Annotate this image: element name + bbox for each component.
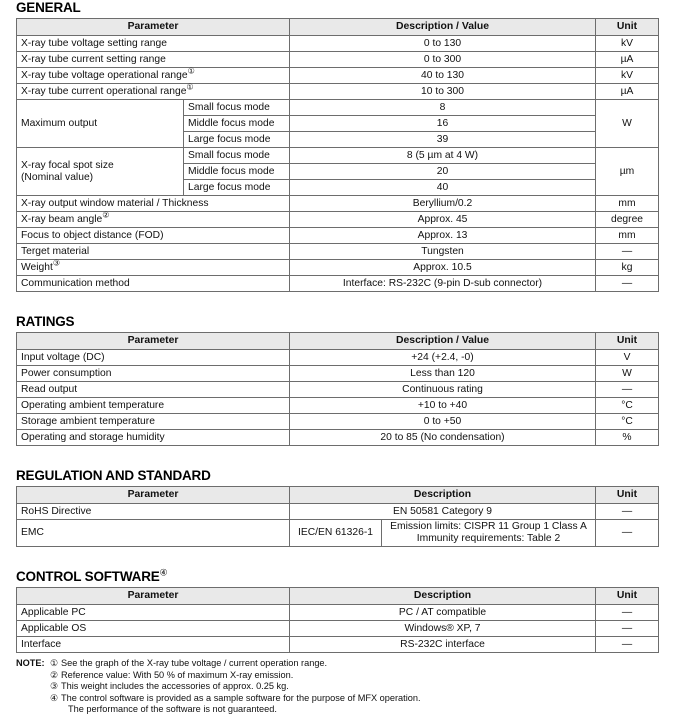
cell-parameter [17,68,290,84]
table-header-row [17,487,659,504]
table-row [17,52,659,68]
cell-value: 20 to 85 (No condensation) [290,430,596,446]
cell-value: Continuous rating [290,382,596,398]
parameter-label: X-ray beam angle [21,213,103,225]
table-row [17,68,659,84]
cell-parameter: Power consumption [17,366,290,382]
table-row [17,366,659,382]
table-row [17,520,659,547]
table-header-row [17,333,659,350]
ratings-table [16,332,659,446]
table-row [17,36,659,52]
cell-value: Approx. 13 [290,228,596,244]
cell-unit: degree [596,212,659,228]
cell-submode: Small focus mode [184,148,290,164]
note-item [16,658,680,670]
cell-value-line1: Emission limits: CISPR 11 Group 1 Class A [390,521,587,532]
cell-value [382,520,596,547]
cell-parameter: Operating and storage humidity [17,430,290,446]
cell-unit: V [596,350,659,366]
footnote-marker: ③ [52,258,61,268]
cell-value: 0 to +50 [290,414,596,430]
table-row [17,276,659,292]
cell-value-line2: Immunity requirements: Table 2 [416,533,561,544]
footnote-marker: ① [186,82,194,92]
table-row [17,228,659,244]
parameter-label: Terget material [21,245,90,257]
cell-value: PC / AT compatible [290,605,596,621]
cell-value: 40 to 130 [290,68,596,84]
cell-unit: W [596,100,659,148]
col-header-description: Description / Value [290,19,596,36]
footnote-marker: ④ [159,567,168,578]
parameter-label: Weight [21,261,53,273]
section-title-general [16,0,680,15]
table-row [17,212,659,228]
parameter-label: Focus to object distance (FOD) [21,229,164,241]
cell-value: RS-232C interface [290,637,596,653]
note-text: See the graph of the X-ray tube voltage / current operation range. [61,658,328,668]
cell-unit: — [596,382,659,398]
parameter-label-line2: (Nominal value) [21,171,94,183]
cell-unit: °C [596,398,659,414]
table-row [17,260,659,276]
cell-value: 8 (5 µm at 4 W) [290,148,596,164]
note-item [16,670,680,682]
section-title-ratings [16,314,680,329]
cell-value: Approx. 10.5 [290,260,596,276]
table-row [17,621,659,637]
table-header-row [17,588,659,605]
cell-submode: Small focus mode [184,100,290,116]
cell-standard: IEC/EN 61326-1 [290,520,382,547]
cell-parameter: EMC [17,520,290,547]
cell-value: EN 50581 Category 9 [290,504,596,520]
cell-parameter: Storage ambient temperature [17,414,290,430]
table-row [17,430,659,446]
cell-parameter [17,84,290,100]
table-row [17,637,659,653]
cell-value: 10 to 300 [290,84,596,100]
cell-parameter [17,228,290,244]
note-item [16,693,680,705]
notes-block [16,658,680,716]
cell-unit: kg [596,260,659,276]
section-title-general-text: GENERAL [16,0,81,15]
cell-unit: — [596,605,659,621]
cell-parameter [17,36,290,52]
regulation-table [16,486,659,547]
table-row [17,504,659,520]
cell-unit: kV [596,68,659,84]
section-spacer [0,547,680,569]
cell-unit: µm [596,148,659,196]
cell-parameter: Interface [17,637,290,653]
note-text: The control software is provided as a sample software for the purpose of MFX operation. [61,692,421,703]
cell-value: Interface: RS-232C (9-pin D-sub connector) [290,276,596,292]
cell-parameter: RoHS Directive [17,504,290,520]
cell-value: 8 [290,100,596,116]
col-header-description: Description [290,588,596,605]
cell-unit: — [596,244,659,260]
cell-unit: — [596,637,659,653]
note-item [16,681,680,693]
cell-unit: — [596,504,659,520]
table-row [17,244,659,260]
col-header-unit: Unit [596,19,659,36]
cell-parameter [17,212,290,228]
table-row [17,414,659,430]
cell-value: 39 [290,132,596,148]
note-marker: ③ [50,681,59,692]
table-row [17,84,659,100]
parameter-label: Communication method [21,277,130,289]
col-header-unit: Unit [596,487,659,504]
cell-submode: Middle focus mode [184,116,290,132]
cell-value: Less than 120 [290,366,596,382]
cell-parameter [17,52,290,68]
note-marker: ② [50,669,59,680]
cell-unit: µA [596,52,659,68]
cell-parameter: Read output [17,382,290,398]
cell-unit: mm [596,228,659,244]
footnote-marker: ① [187,66,195,76]
table-row [17,605,659,621]
section-spacer [0,446,680,468]
cell-unit: — [596,276,659,292]
table-row [17,382,659,398]
parameter-label: X-ray tube voltage setting range [21,37,167,49]
col-header-parameter: Parameter [17,588,290,605]
table-row [17,100,659,116]
cell-parameter: Maximum output [17,100,184,148]
cell-submode: Large focus mode [184,180,290,196]
cell-parameter: Applicable OS [17,621,290,637]
cell-unit: — [596,520,659,547]
note-continuation: The performance of the software is not guaranteed. [68,704,277,715]
cell-parameter: Applicable PC [17,605,290,621]
section-title-control-software [16,569,680,584]
cell-unit: — [596,621,659,637]
section-title-regulation-text: REGULATION AND STANDARD [16,468,211,483]
table-row [17,196,659,212]
table-header-row [17,19,659,36]
table-row [17,398,659,414]
cell-unit: % [596,430,659,446]
cell-unit: kV [596,36,659,52]
col-header-unit: Unit [596,333,659,350]
cell-unit: µA [596,84,659,100]
notes-label: NOTE: [16,658,45,668]
cell-parameter [17,260,290,276]
cell-unit: W [596,366,659,382]
cell-value: 0 to 130 [290,36,596,52]
cell-parameter: Input voltage (DC) [17,350,290,366]
cell-value: +10 to +40 [290,398,596,414]
cell-value: Tungsten [290,244,596,260]
note-text: Reference value: With 50 % of maximum X-ray emission. [61,669,294,680]
parameter-label: X-ray focal spot size [21,159,114,171]
cell-value: +24 (+2.4, -0) [290,350,596,366]
section-title-ratings-text: RATINGS [16,314,75,329]
parameter-label: X-ray tube current setting range [21,53,166,65]
cell-parameter: Operating ambient temperature [17,398,290,414]
cell-unit: mm [596,196,659,212]
col-header-parameter: Parameter [17,19,290,36]
col-header-unit: Unit [596,588,659,605]
cell-value: Windows® XP, 7 [290,621,596,637]
col-header-parameter: Parameter [17,333,290,350]
parameter-label: X-ray output window material / Thickness [21,197,209,209]
note-marker: ① [50,658,59,668]
section-title-control-software-text: CONTROL SOFTWARE [16,569,160,584]
cell-unit: °C [596,414,659,430]
cell-parameter [17,148,184,196]
col-header-description: Description [290,487,596,504]
control-software-table [16,587,659,653]
footnote-marker: ② [102,210,110,220]
cell-submode: Middle focus mode [184,164,290,180]
cell-value: 0 to 300 [290,52,596,68]
cell-parameter [17,276,290,292]
cell-value: 16 [290,116,596,132]
general-table [16,18,659,292]
note-marker: ④ [50,692,59,703]
cell-value: 40 [290,180,596,196]
cell-value: Beryllium/0.2 [290,196,596,212]
section-title-regulation [16,468,680,483]
cell-parameter [17,196,290,212]
col-header-parameter: Parameter [17,487,290,504]
cell-submode: Large focus mode [184,132,290,148]
parameter-label: X-ray tube voltage operational range [21,69,188,81]
col-header-description: Description / Value [290,333,596,350]
note-text: This weight includes the accessories of approx. 0.25 kg. [61,681,289,692]
parameter-label: X-ray tube current operational range [21,85,187,97]
table-row [17,148,659,164]
cell-value: 20 [290,164,596,180]
section-spacer [0,292,680,314]
cell-value: Approx. 45 [290,212,596,228]
table-row [17,350,659,366]
